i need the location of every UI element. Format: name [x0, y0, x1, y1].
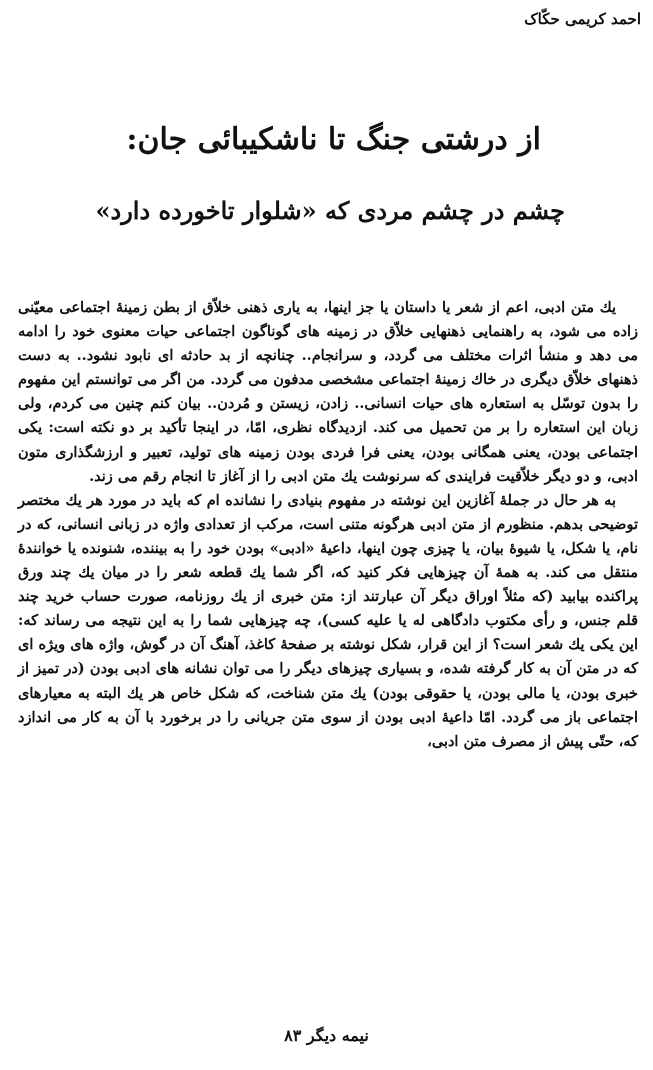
paragraph-2: به هر حال در جملهٔ آغازین این نوشته در مفهوم بنیادی را نشانده ام که باید در مورد هر یك مختصر توضیحی بدهم. منظورم از متن ادبی هرگونه متنی است، مرکب از تعدادی واژه در زبانی انسانی، که در نام، یا شکل، یا شیوهٔ بیان، یا چیزی چون اینها، داعیهٔ «ادبی» بودن خود را به بیننده، شنونده یا خوانندهٔ منتقل می کند. به همهٔ آن چیزهایی فکر کنید که، اگر شما یك قطعه شعر را در میان یك چند ورق پراکنده بیابید (که مثلاً اوراق دیگر آن عبارتند از: متن خبری از یك روزنامه، صورت حساب خرید چند قلم جنس، و رأی مکتوب دادگاهی له یا علیه کسی)، چه چیزهایی شما را به این نتیجه می رساند که: این یکی یك شعر است؟ از این قرار، شکل نوشته بر صفحهٔ کاغذ، آهنگ آن در گوش، واژه های ویژه ای که در متن آن به کار گرفته شده، و بسیاری چیزهای دیگر را می توان نشانه های ادبی بودن (در تمیز از خبری بودن، یا مالی بودن، یا حقوقی بودن) یك متن شناخت، که شکل خاص هر یك البته به معیارهای اجتماعی باز می گردد. امّا داعیهٔ ادبی بودن از سوی متن جریانی را در برخورد با آن به کار می اندازد که، حتّی پیش از مصرف متن ادبی، [18, 491, 638, 750]
article-title: از درشتی جنگ تا ناشکیبائی جان: [126, 122, 541, 157]
article-subtitle: چشم در چشم مردی که «شلوار تاخورده دارد» [95, 196, 565, 225]
page-footer: نیمه دیگر ۸۳ [284, 1026, 369, 1045]
article-body [18, 296, 638, 754]
paragraph-1: یك متن ادبی، اعم از شعر یا داستان یا جز اینها، به یاری ذهنی خلاّق از بطن زمینهٔ اجتماعی معیّنی زاده می شود، به راهنمایی ذهنهایی خلاّق در زمینه های گوناگون اجتماعی حیات معنوی خود را ادامه می دهد و منشأ اثرات مختلف می گردد، و سرانجام.. چنانچه از بد حادثه ای نابود نشود.. به دست ذهنهای خلاّق دیگری در خاك زمینهٔ اجتماعی مشخصی مدفون می گردد. من اگر می توانستم این مفهوم را بدون توسّل به استعاره های حیات انسانی.. زادن، زیستن و مُردن.. بیان کنم چنین می کردم، ولی زبان این استعاره را بر من تحمیل می کند. ازدیدگاه نظری، امّا، در اینجا تأکید بر دو نکته است: یکی اجتماعی بودن، یعنی همگانی بودن، یعنی فرا فردی بودن زمینه های تولید، تعبیر و ارزشگذاری متون ادبی، و دو دیگر خلاّقیت فرایندی که سرنوشت یك متن ادبی را از آغاز تا انجام رقم می زند. [18, 299, 638, 485]
author-name: احمد کریمی حکّاک [524, 10, 641, 28]
